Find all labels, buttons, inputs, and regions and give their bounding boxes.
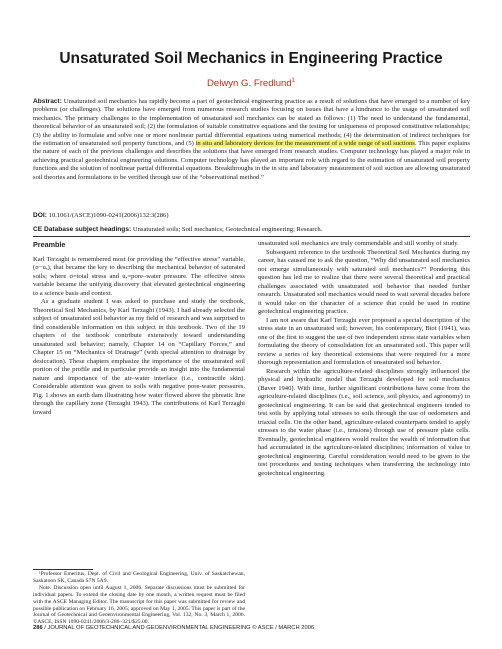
footnote-affiliation: ¹Professor Emeritus, Dept. of Civil and Geological Engineering, Univ. of Saskatchewan, Saskatoon SK, Canada S7N 5A9.: [33, 571, 245, 584]
section-heading: Preamble: [33, 240, 66, 249]
doi-value[interactable]: 10.1061/(ASCE)1090-0241(2006)132:3(286): [46, 212, 169, 219]
paragraph: I am not aware that Karl Terzaghi ever proposed a special description of the stress state in an unsaturated soil; however, his contemporary, Biot (1941), was one of the first to suggest the use of two independent stress state variables when formulating the theory of consolidation for an unsaturated soil. This paper will review a series of key theoretical extensions that were required for a more thorough representation and formulation of unsaturated soil behavior.: [258, 316, 470, 366]
footnote-rule: [33, 569, 93, 570]
doi-line: [33, 212, 470, 219]
abstract-text-1: Unsaturated soil mechanics has rapidly become a part of geotechnical engineering practice as a result of solutions that have emerged to a number of key problems (or challenges). The solutions have emerged from numerous research studies focusing on issues that have a hindrance to the usage of unsaturated soil mechanics. The primary challenges to the implementation of unsaturated soil mechanics can be stated as follows: (1) The need to understand the fundamental, theoretical behavior of an unsaturated soil; (2) the formulation of suitable constitutive equations and the testing for uniqueness of proposed constitutive relationships; (3) the ability to formulate and solve one or more nonlinear partial differential equations using numerical methods; (4) the determination of indirect techniques for the estimation of unsaturated soil property functions, and (5): [33, 98, 470, 148]
page-footer: [33, 625, 470, 631]
author-line[interactable]: [0, 78, 502, 89]
paragraph: unsaturated soil mechanics are truly commendable and still worthy of study.: [258, 240, 459, 247]
paragraph: Research within the agriculture-related disciplines strongly influenced the physical and hydraulic model that Terzaghi developed for soil mechanics (Baver 1940). With time, further significant contributions have come from the agriculture-related disciplines (i.e., soil science, soil physics, and agronomy) to geotechnical engineering. It can be said that geotechnical engineers tended to test soils by applying total stresses to soils through the use of oedometers and triaxial cells. On the other hand, agriculture-related counterparts tended to apply stresses to the water phase (i.e., tensions) through use of pressure plate cells. Eventually, geotechnical engineers would realize the wealth of information that had accumulated in the agriculture-related disciplines; information of value to geotechnical engineering. Careful consideration would need to be given to the test procedures and testing techniques when transferring the technology into geotechnical engineering.: [258, 367, 470, 477]
abstract-highlight: in situ and laboratory devices for the measurement of a wide range of soil suctions: [195, 140, 415, 148]
paragraph: As a graduate student I was asked to purchase and study the textbook, Theoretical Soil Mechanics, by Karl Terzaghi (1943). I had already selected the subject of unsaturated soil behavior as my field of research and was surprised to find considerable information on this subject in this textbook. Two of the 19 chapters of the textbook contribute extensively toward understanding unsaturated soil behavior; namely, Chapter 14 on “Capillary Forces,” and Chapter 15 on “Mechanics of Drainage” (with special attention to drainage by desiccation). These chapters emphasize the importance of the unsaturated soil portion of the profile and in particular provide an insight into the fundamental nature and importance of the air–water interface (i.e., contractile skin). Considerable attention was given to soils with negative pore-water pressures. Fig. 1 shows an earth dam illustrating how water flowed above the phreatic line through the capillary zone (Terzaghi 1943). The contributions of Karl Terzaghi toward: [33, 298, 245, 416]
author-name[interactable]: Delwyn G. Fredlund: [206, 78, 292, 90]
page-number: 286: [33, 625, 43, 631]
abstract: [33, 98, 470, 182]
subject-headings-value: Unsaturated soils; Soil mechanics; Geotechnical engineering; Research.: [131, 226, 323, 233]
footnote-note: Note. Discussion open until August 1, 2006. Separate discussions must be submitted for individual papers. To extend the closing date by one month, a written request must be filed with the ASCE Managing Editor. The manuscript for this paper was submitted for review and possible publication on February 16, 2005; approved on May 1, 2005. This paper is part of the Journal of Geotechnical and Geoenvironmental Engineering, Vol. 132, No. 3, March 1, 2006. ©ASCE, ISSN 1090-0241/2006/3-286–321/$25.00.: [33, 584, 245, 626]
column-left: [33, 241, 245, 417]
paragraph: Subsequent reference to the textbook Theoretical Soil Mechanics during my career, has caused me to ask the question, “Why did unsaturated soil mechanics not emerge simultaneously with saturated soil mechanics?” Pondering this question has led me to realize that there were several theoretical and practical challenges associated with unsaturated soil behavior that needed further research. Unsaturated soil mechanics would need to wait several decades before it would take on the character of a science that could be used in routine geotechnical engineering practice.: [258, 248, 470, 315]
column-right: [258, 240, 470, 478]
abstract-text-2: . This paper explains the nature of each of the previous challenges and describes the solutions that have emerged from research studies. Computer technology has played a major role in achieving practical geotechnical engineering solutions. Computer technology has played an important role with regard to the estimation of unsaturated soil property functions and the solution of nonlinear partial differential equations. Breakthroughs in the in situ and laboratory measurement of soil suction are allowing unsaturated soil theories and formulations to be verified through use of the “observational method.”: [33, 140, 470, 181]
footnotes: [33, 571, 245, 626]
abstract-label: Abstract:: [33, 98, 62, 105]
paragraph: Karl Terzaghi is remembered most for providing the “effective stress” variable, (σ−uₓ), that became the key to describing the mechanical behavior of saturated soils; where σ=total stress and uₓ=pore–water pressure. The effective stress variable became the unifying discovery that elevated geotechnical engineering to a science basis and context.: [33, 255, 245, 297]
doi-label: DOI:: [33, 212, 47, 219]
subject-headings: [33, 226, 470, 233]
subject-headings-label: CE Database subject headings:: [33, 226, 132, 233]
paper-title: Unsaturated Soil Mechanics in Engineering Practice: [59, 50, 443, 67]
affiliation-mark: 1: [291, 78, 296, 84]
section-divider: [33, 236, 470, 237]
journal-footer-text: / JOURNAL OF GEOTECHNICAL AND GEOENVIRONMENTAL ENGINEERING © ASCE / MARCH 2006: [42, 625, 315, 631]
